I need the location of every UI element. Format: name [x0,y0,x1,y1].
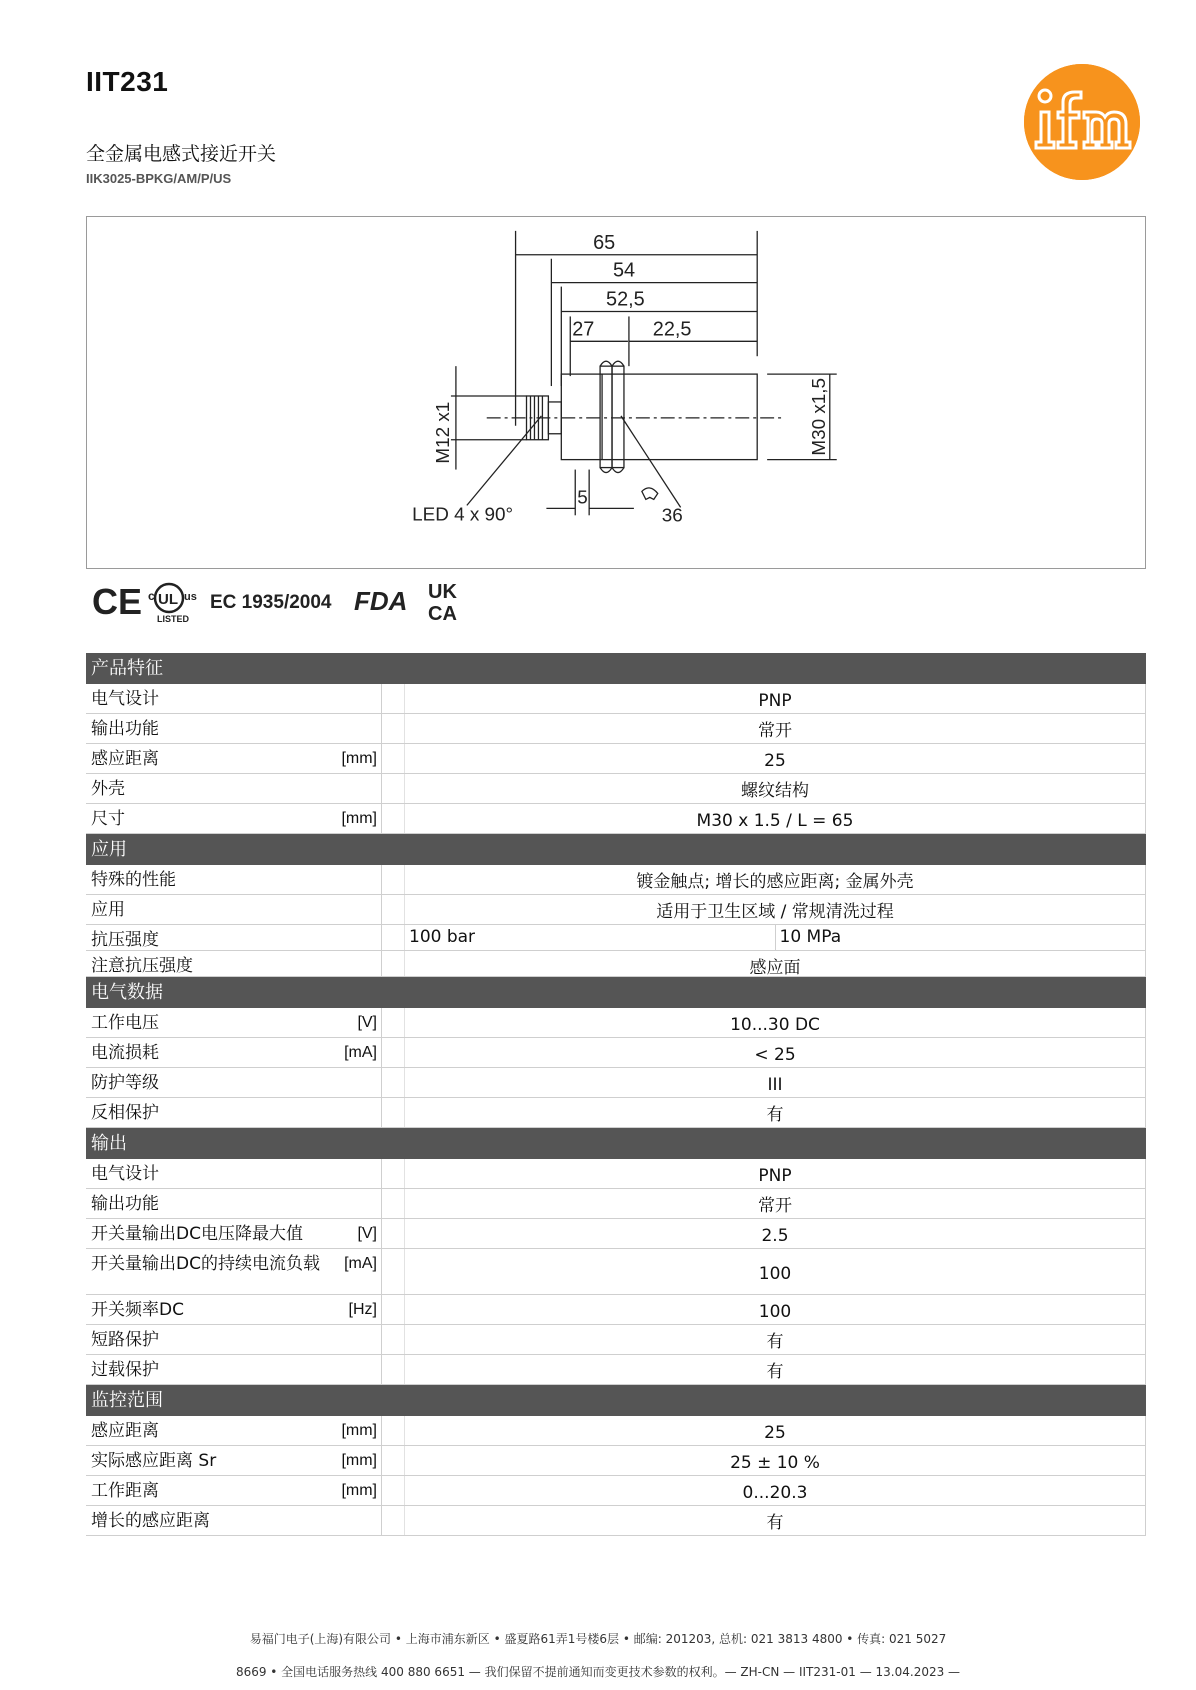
spec-row [86,951,1146,977]
spec-label [86,774,382,803]
spec-value: M30 x 1.5 / L = 65 [404,804,1146,833]
spec-row [86,1189,1146,1219]
spec-label-text: 增长的感应距离 [91,1511,210,1531]
spec-label [86,1416,382,1445]
spec-value: < 25 [404,1038,1146,1067]
certification-marks [92,578,492,624]
spec-label [86,865,382,894]
spec-value: 适用于卫生区域 / 常规清洗过程 [404,895,1146,924]
spec-row [86,1355,1146,1385]
spec-label-text: 电气设计 [91,689,159,709]
spec-value: 螺纹结构 [404,774,1146,803]
spec-row [86,1159,1146,1189]
spec-row [86,804,1146,834]
spec-row [86,1476,1146,1506]
spec-label-text: 开关频率DC [91,1300,184,1320]
spec-label [86,951,382,976]
spec-unit: [Hz] [348,1301,377,1318]
spec-label [86,1325,382,1354]
spec-unit: [mm] [341,1422,377,1439]
spec-label-text: 工作电压 [91,1013,159,1033]
spec-label [86,1476,382,1505]
spec-value: 2.5 [404,1219,1146,1248]
section-header: 应用 [86,834,1146,865]
spec-unit: [V] [357,1225,377,1242]
spec-label [86,1098,382,1127]
spec-label [86,1506,382,1535]
spec-value-mpa: 10 MPa [775,925,1146,950]
spec-unit: [mm] [341,810,377,827]
spec-row [86,1416,1146,1446]
spec-label-text: 短路保护 [91,1330,159,1350]
ifm-logo [1024,64,1140,180]
spec-label-text: 抗压强度 [91,930,159,950]
section-header: 产品特征 [86,653,1146,684]
dim-m30: M30 x1,5 [808,377,830,456]
spec-label [86,1446,382,1475]
section-header: 输出 [86,1128,1146,1159]
spec-label [86,1249,382,1294]
spec-value: PNP [404,684,1146,713]
spec-label [86,1355,382,1384]
spec-label [86,684,382,713]
led-label: LED 4 x 90° [412,504,514,526]
svg-text:us: us [184,591,197,603]
spec-label [86,1159,382,1188]
spec-unit: [mm] [341,1452,377,1469]
spec-row [86,1325,1146,1355]
spec-row [86,774,1146,804]
spec-label-text: 过载保护 [91,1360,159,1380]
spec-row [86,865,1146,895]
spec-value: 有 [404,1355,1146,1384]
dim-5: 5 [577,487,588,509]
spec-label-text: 实际感应距离 Sr [91,1451,217,1471]
spec-value: 0...20.3 [404,1476,1146,1505]
spec-label-text: 开关量输出DC的持续电流负载 [91,1254,320,1274]
spec-value: 100 [404,1249,1146,1294]
ec-1935-mark: EC 1935/2004 [210,592,332,613]
spec-value: 常开 [404,1189,1146,1218]
spec-table [86,653,1146,1536]
spec-row [86,1008,1146,1038]
svg-text:c: c [148,589,155,603]
spec-value [404,925,1146,950]
ukca-mark-bottom: CA [428,603,457,624]
spec-row [86,1038,1146,1068]
spec-label [86,1038,382,1067]
spec-row [86,925,1146,951]
spec-label-text: 电流损耗 [91,1043,159,1063]
spec-value: 常开 [404,714,1146,743]
spec-label-text: 尺寸 [91,809,125,829]
spec-label-text: 电气设计 [91,1164,159,1184]
wrench-size: 36 [661,505,683,527]
spec-label-text: 应用 [91,900,125,920]
spec-value: 有 [404,1098,1146,1127]
spec-unit: [mA] [344,1255,377,1272]
spec-unit: [mm] [341,750,377,767]
spec-row [86,684,1146,714]
spec-label [86,895,382,924]
spec-label [86,1008,382,1037]
spec-unit: [mA] [344,1044,377,1061]
spec-value-bar: 100 bar [409,927,476,947]
spec-label-text: 开关量输出DC电压降最大值 [91,1224,303,1244]
spec-label-text: 输出功能 [91,1194,159,1214]
spec-value: 有 [404,1506,1146,1535]
spec-value: 25 [404,1416,1146,1445]
spec-row [86,714,1146,744]
dim-27: 27 [572,318,595,341]
spec-label [86,1189,382,1218]
dim-65: 65 [593,231,616,254]
spec-label-text: 防护等级 [91,1073,159,1093]
spec-unit: [V] [357,1014,377,1031]
dim-52-5: 52,5 [606,288,645,311]
footer-legal: 8669 • 全国电话服务热线 400 880 6651 — 我们保留不提前通知而变更技术参数的权利。— ZH-CN — IIT231-01 — 13.04.2023 — [235,1665,961,1679]
spec-row [86,1219,1146,1249]
spec-unit: [mm] [341,1482,377,1499]
svg-text:UL: UL [158,591,178,608]
spec-row [86,1068,1146,1098]
spec-label [86,714,382,743]
spec-value: 镀金触点; 增长的感应距离; 金属外壳 [404,865,1146,894]
spec-value: 100 [404,1295,1146,1324]
ukca-mark-top: UK [428,581,457,603]
section-header: 监控范围 [86,1385,1146,1416]
spec-value: III [404,1068,1146,1097]
spec-row [86,1446,1146,1476]
spec-value: 25 ± 10 % [404,1446,1146,1475]
spec-value: 感应面 [404,951,1146,976]
dimension-drawing [86,216,1146,569]
section-header: 电气数据 [86,977,1146,1008]
spec-label-text: 工作距离 [91,1481,159,1501]
spec-label [86,925,382,950]
dim-22-5: 22,5 [652,318,692,341]
ul-listed-mark [148,584,197,624]
product-subtitle: 全金属电感式接近开关 [86,143,277,165]
spec-label-text: 输出功能 [91,719,159,739]
spec-label-text: 感应距离 [91,749,159,769]
spec-value: 有 [404,1325,1146,1354]
spec-label [86,804,382,833]
spec-row [86,744,1146,774]
ce-mark: CE [92,581,143,622]
spec-row [86,1098,1146,1128]
spec-value: PNP [404,1159,1146,1188]
dim-54: 54 [613,259,636,282]
spec-label-text: 反相保护 [91,1103,159,1123]
dim-m12: M12 x1 [432,401,454,464]
spec-row [86,1249,1146,1295]
spec-value: 10...30 DC [404,1008,1146,1037]
spec-row [86,1506,1146,1536]
spec-label [86,1295,382,1324]
spec-row [86,895,1146,925]
spec-label-text: 外壳 [91,779,125,799]
svg-text:LISTED: LISTED [157,614,190,624]
spec-value: 25 [404,744,1146,773]
fda-mark: FDA [354,586,408,616]
product-title: IIT231 [86,66,169,97]
article-number: IIK3025-BPKG/AM/P/US [86,171,232,186]
spec-label-text: 特殊的性能 [91,870,176,890]
spec-row [86,1295,1146,1325]
spec-label-text: 注意抗压强度 [91,956,193,976]
spec-label [86,744,382,773]
footer-address: 易福门电子(上海)有限公司 • 上海市浦东新区 • 盛夏路61弄1号楼6层 • 邮编: 201203, 总机: 021 3813 4800 • 传真: 021 5027 [249,1632,947,1646]
spec-label-text: 感应距离 [91,1421,159,1441]
spec-label [86,1068,382,1097]
spec-label [86,1219,382,1248]
